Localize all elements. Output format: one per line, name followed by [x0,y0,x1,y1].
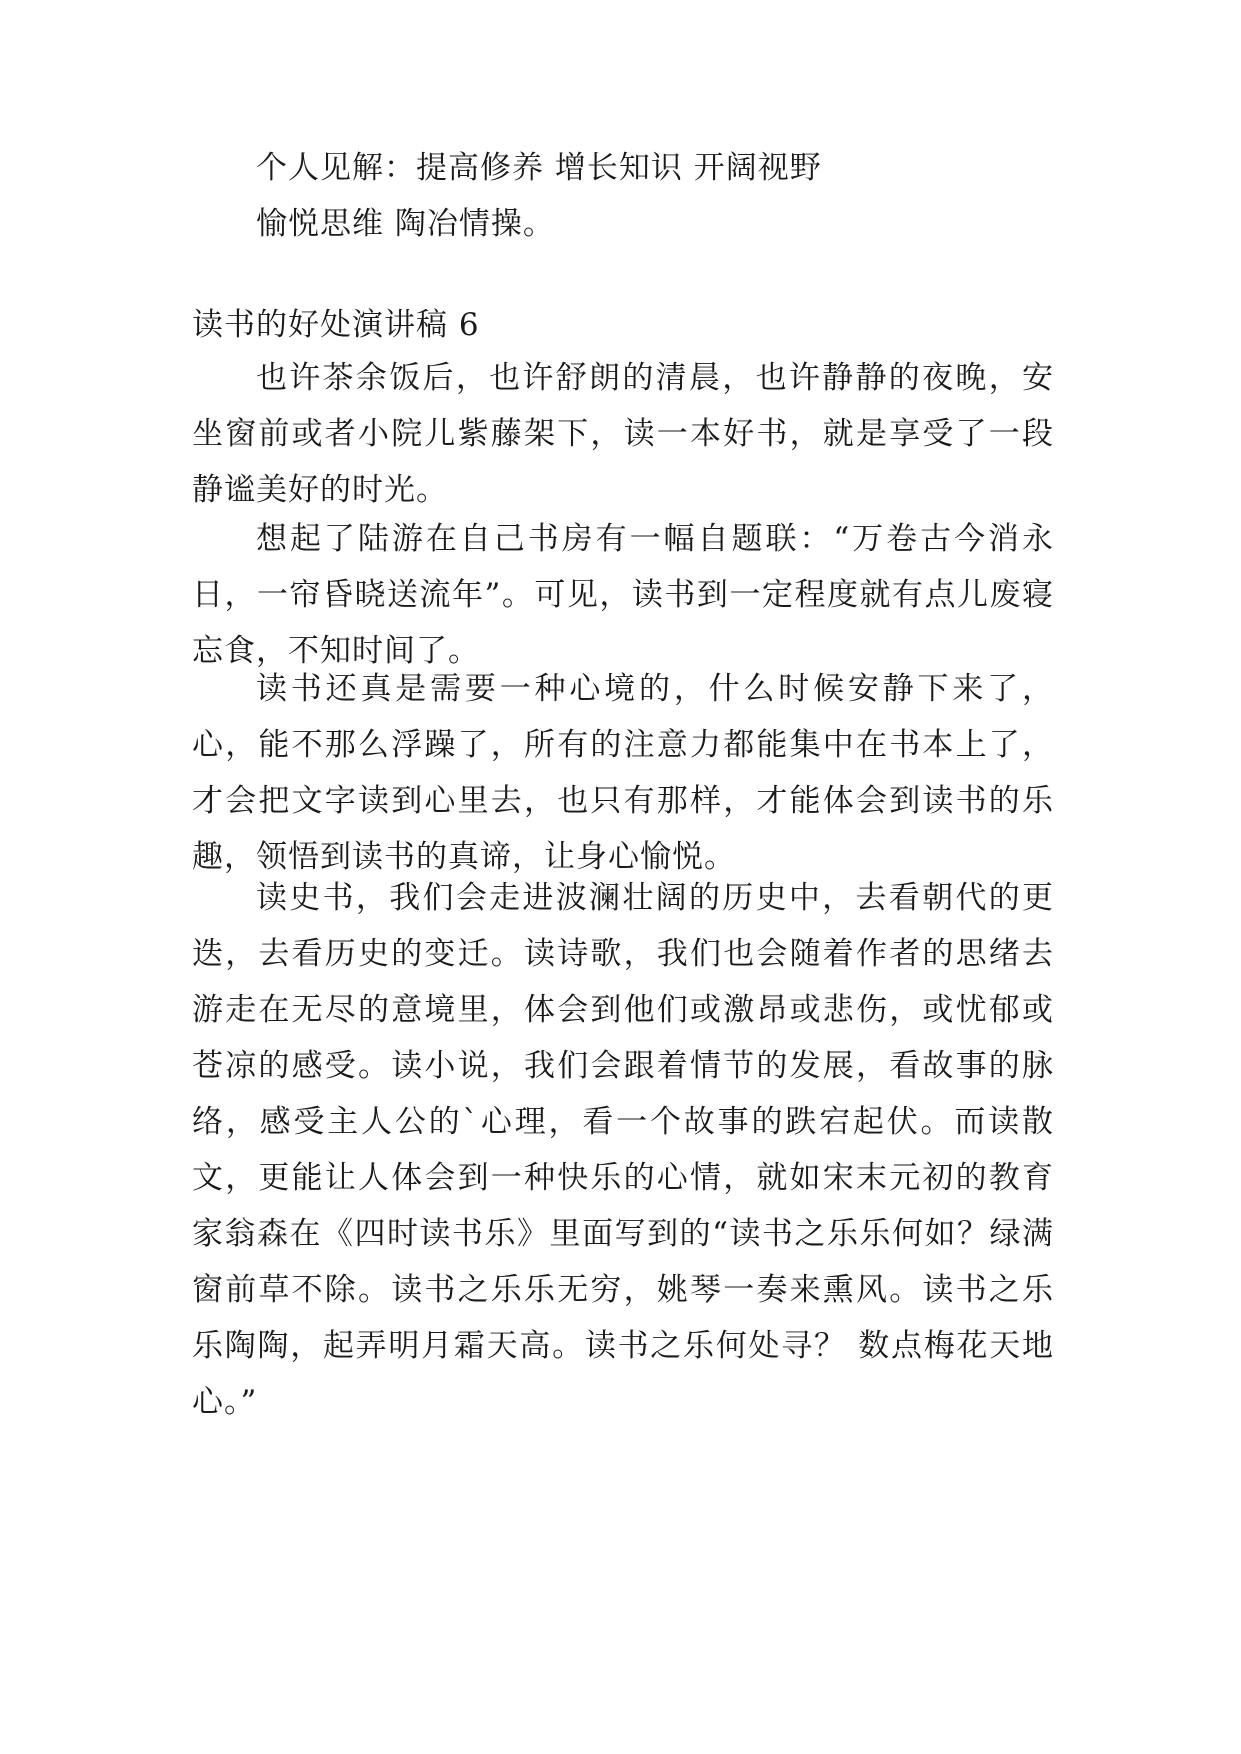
summary-line-1: 个人见解：提高修养 增长知识 开阔视野 [256,150,822,186]
summary-line-2: 愉悦思维 陶冶情操。 [256,206,555,242]
section-heading: 读书的好处演讲稿 6 [192,307,480,343]
paragraph-1: 也许茶余饭后，也许舒朗的清晨，也许静静的夜晚，安坐窗前或者小院儿紫藤架下，读一本好书，就是享受了一段静谧美好的时光。 [192,360,1054,508]
paragraph-2: 想起了陆游在自己书房有一幅自题联：“万卷古今消永日，一帘昏晓送流年”。可见，读书到一定程度就有点儿废寝忘食，不知时间了。 [192,521,1054,669]
paragraph-4: 读史书，我们会走进波澜壮阔的历史中，去看朝代的更迭，去看历史的变迁。读诗歌，我们也会随着作者的思绪去游走在无尽的意境里，体会到他们或激昂或悲伤，或忧郁或苍凉的感受。读小说，我们会跟着情节的发展，看故事的脉络，感受主人公的`心理，看一个故事的跌宕起伏。而读散文，更能让人体会到一种快乐的心情，就如宋末元初的教育家翁森在《四时读书乐》里面写到的“读书之乐乐何如？绿满窗前草不除。读书之乐乐无穷，姚琴一奏来熏风。读书之乐乐陶陶，起弄明月霜天高。读书之乐何处寻？ 数点梅花天地心。” [192,880,1054,1420]
paragraph-3: 读书还真是需要一种心境的，什么时候安静下来了，心，能不那么浮躁了，所有的注意力都能集中在书本上了，才会把文字读到心里去，也只有那样，才能体会到读书的乐趣，领悟到读书的真谛，让身心愉悦。 [192,671,1054,875]
